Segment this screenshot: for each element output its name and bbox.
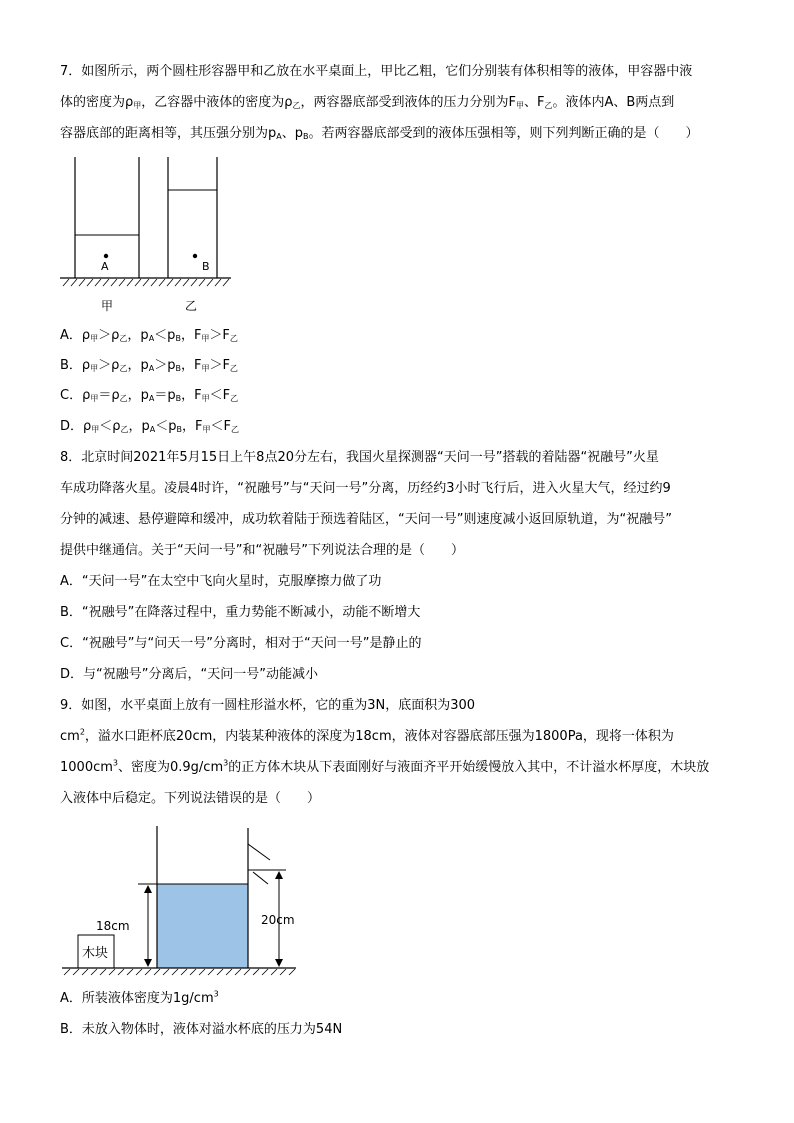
q9-line-4: 入液体中后稳定。下列说法错误的是（ ） — [60, 791, 321, 806]
q8-option-d: D．与“祝融号”分离后，“天问一号”动能减小 — [60, 667, 318, 682]
q7-line-2: 体的密度为$\rho_甲$，乙容器中液体的密度为$\rho_乙$，两容器底部受到液体的压力分别为$F_甲$、$F_乙$。液体内A、B两点到 — [60, 95, 675, 110]
wood-block-label: 木块 — [82, 946, 109, 961]
q7-option-c: C．$\rho_甲=\rho_乙$，$p_A=p_B$，$F_甲<F_乙$ — [60, 388, 239, 403]
point-b-label: B — [202, 260, 210, 273]
q7-line-3: 容器底部的距离相等，其压强分别为$p_A$、$p_B$。若两容器底部受到的液体压强相等，则下列判断正确的是（ ） — [60, 126, 699, 141]
q9-line-3: $1000cm^3$、密度为$0.9g/cm^3$的正方体木块从下表面刚好与液面齐平开始缓慢放入其中，不计溢水杯厚度，木块放 — [60, 758, 710, 775]
q8-option-a: A．“天问一号”在太空中飞向火星时，克服摩擦力做了功 — [60, 574, 382, 589]
q7-option-a: A．$\rho_甲>\rho_乙$，$p_A<p_B$，$F_甲>F_乙$ — [60, 328, 238, 343]
q8-line-2: 车成功降落火星。凌晨4时许，“祝融号”与“天问一号”分离，历经约3小时飞行后，进入火星大气，经过约9 — [60, 481, 671, 496]
q8-option-c: C．“祝融号”与“问天一号”分离时，相对于“天问一号”是静止的 — [60, 636, 422, 651]
q7-line-1: 7．如图所示，两个圆柱形容器甲和乙放在水平桌面上，甲比乙粗，它们分别装有体积相等的液体，甲容器中液 — [60, 64, 693, 79]
container-jia-label: 甲 — [101, 299, 114, 313]
q7-option-d: D．$\rho_甲<\rho_乙$，$p_A<p_B$，$F_甲<F_乙$ — [60, 419, 240, 434]
q8-line-1: 8．北京时间2021年5月15日上午8点20分左右，我国火星探测器“天问一号”搭载的着陆器“祝融号”火星 — [60, 450, 659, 465]
point-a-label: A — [101, 260, 109, 273]
q8-option-b: B．“祝融号”在降落过程中，重力势能不断减小，动能不断增大 — [60, 605, 421, 620]
q9-figure-overflow-cup — [58, 822, 308, 982]
depth-18cm-label: 18cm — [96, 919, 130, 933]
container-yi-label: 乙 — [185, 299, 198, 313]
q8-line-3: 分钟的减速、悬停避障和缓冲，成功软着陆于预选着陆区，“天问一号”则速度减小返回原轨道，为“祝融号” — [60, 512, 672, 527]
q9-line-2: $cm^2$，溢水口距杯底20cm，内装某种液体的深度为18cm，液体对容器底部压强为1800Pa，现将一体积为 — [60, 727, 674, 744]
height-20cm-label: 20cm — [261, 913, 295, 927]
q9-option-a: A．所装液体密度为$1g/cm^3$ — [60, 989, 219, 1006]
q7-option-b: B．$\rho_甲>\rho_乙$，$p_A>p_B$，$F_甲>F_乙$ — [60, 358, 238, 373]
q8-line-4: 提供中继通信。关于“天问一号”和“祝融号”下列说法合理的是（ ） — [60, 543, 464, 558]
q9-option-b: B．未放入物体时，液体对溢水杯底的压力为54N — [60, 1022, 343, 1037]
q7-figure-containers — [55, 150, 245, 315]
q9-line-1: 9．如图，水平桌面上放有一圆柱形溢水杯，它的重为3N，底面积为300 — [60, 698, 476, 713]
